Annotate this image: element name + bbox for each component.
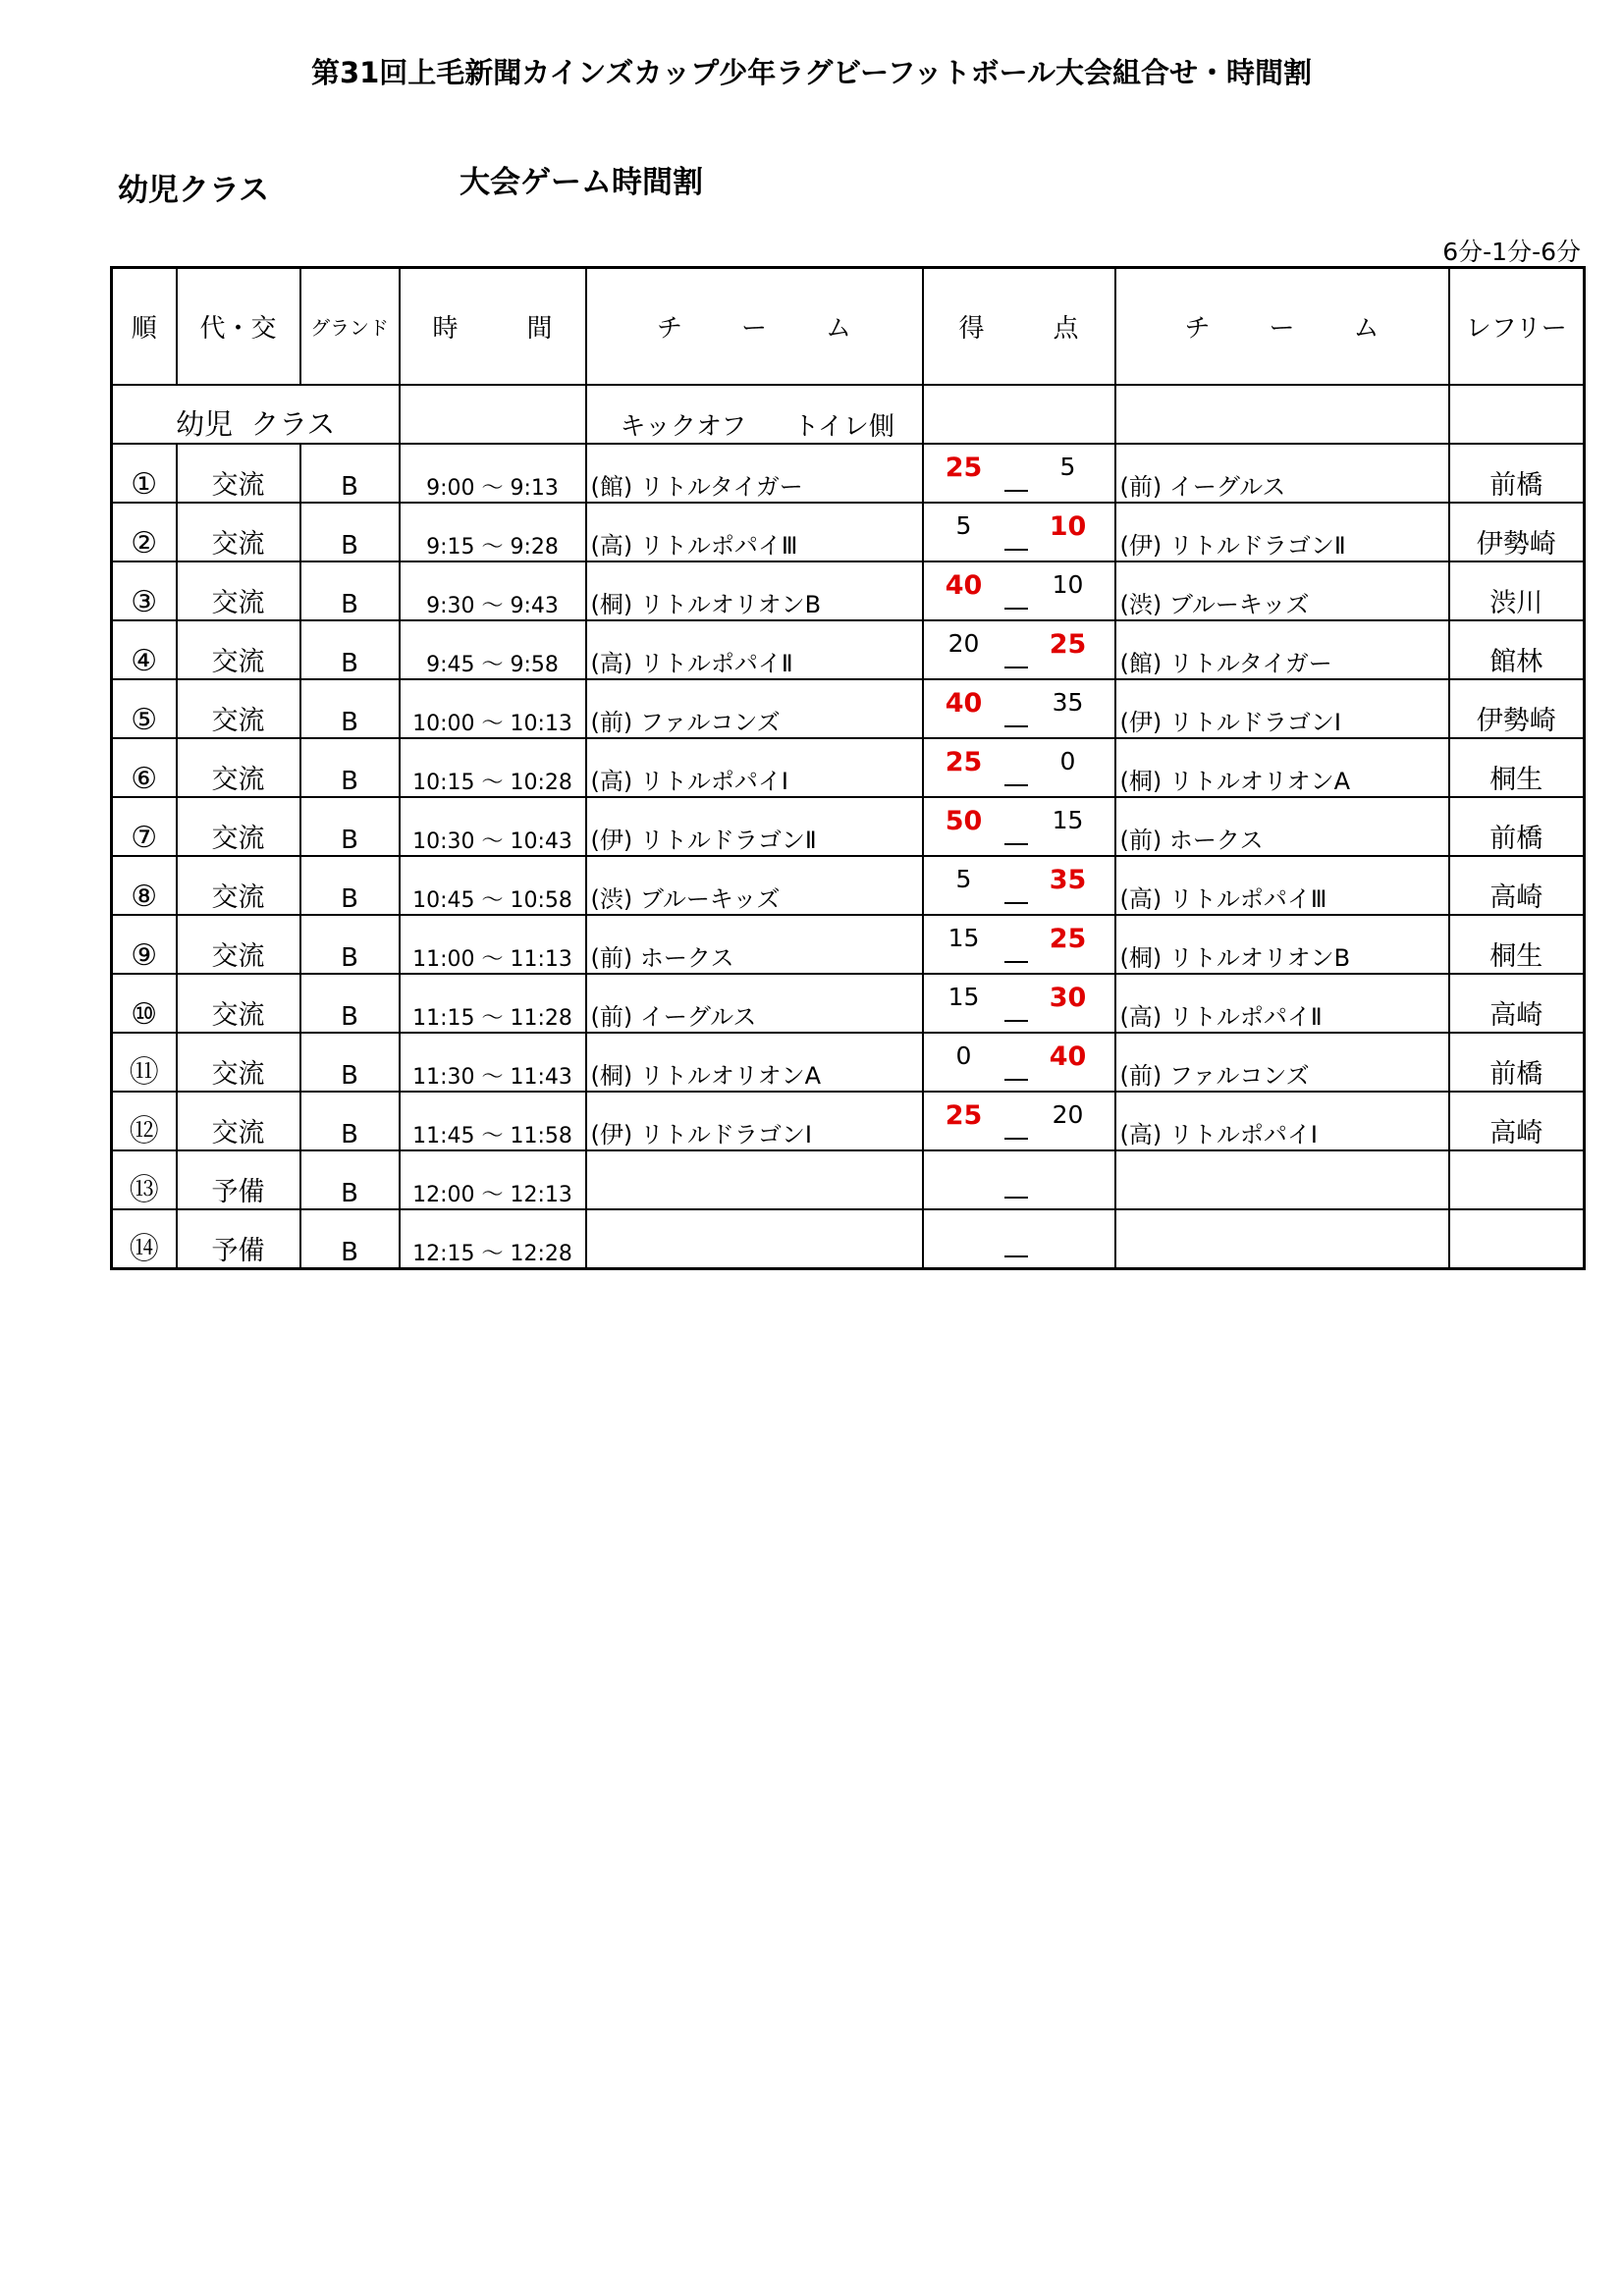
score-dash (1004, 608, 1028, 610)
game-kind: 交流 (177, 856, 300, 915)
team-away (1115, 1209, 1449, 1269)
score-away: 15 (1052, 806, 1084, 834)
score-away: 5 (1059, 453, 1076, 481)
team-away: (伊) リトルドラゴンⅠ (1115, 679, 1449, 738)
score-cell (923, 679, 1115, 738)
table-row (112, 856, 1585, 915)
game-number: ⑫ (112, 1092, 177, 1150)
team-away: (桐) リトルオリオンA (1115, 738, 1449, 797)
score-home: 50 (945, 806, 983, 836)
score-cell (923, 1033, 1115, 1092)
game-time: 9:15 ～ 9:28 (400, 503, 586, 561)
score-dash (1004, 961, 1028, 963)
team-away: (渋) ブルーキッズ (1115, 561, 1449, 620)
subheader-score-cell (923, 385, 1115, 444)
score-cell (923, 1092, 1115, 1150)
score-home: 25 (945, 1100, 983, 1131)
score-dash (1004, 667, 1028, 668)
game-kind: 交流 (177, 1092, 300, 1150)
subheader-class-a: 幼児 (176, 407, 234, 441)
header-team-a (586, 268, 923, 386)
game-kind: 交流 (177, 1033, 300, 1092)
team-home: (伊) リトルドラゴンⅡ (586, 797, 923, 856)
game-kind: 交流 (177, 915, 300, 974)
game-number: ④ (112, 620, 177, 679)
subheader-kickoff (586, 385, 923, 444)
game-number: ② (112, 503, 177, 561)
team-home: (高) リトルポパイⅡ (586, 620, 923, 679)
team-home: (前) イーグルス (586, 974, 923, 1033)
table-row (112, 915, 1585, 974)
game-ground: B (300, 444, 400, 503)
game-number: ③ (112, 561, 177, 620)
score-cell (923, 620, 1115, 679)
team-home: (桐) リトルオリオンB (586, 561, 923, 620)
game-time: 11:30 ～ 11:43 (400, 1033, 586, 1092)
subheader-time-cell (400, 385, 586, 444)
table-row (112, 444, 1585, 503)
score-dash (1004, 549, 1028, 551)
table-row (112, 738, 1585, 797)
team-away: (高) リトルポパイⅡ (1115, 974, 1449, 1033)
header-no: 順 (112, 268, 177, 386)
referee: 桐生 (1449, 738, 1585, 797)
table-row (112, 974, 1585, 1033)
page-title: 第31回上毛新聞カインズカップ少年ラグビーフットボール大会組合せ・時間割 (310, 56, 1313, 89)
game-number: ⑤ (112, 679, 177, 738)
game-kind: 予備 (177, 1150, 300, 1209)
score-dash (1004, 784, 1028, 786)
score-cell (923, 738, 1115, 797)
score-home: 5 (955, 865, 972, 893)
subheader-kickoff-a: キックオフ (620, 412, 747, 442)
subheader-class (112, 385, 400, 444)
score-dash (1004, 1197, 1028, 1199)
header-team-b-3: ム (1353, 314, 1380, 344)
game-ground: B (300, 1150, 400, 1209)
referee: 館林 (1449, 620, 1585, 679)
subheader-class-b: クラス (250, 407, 336, 441)
score-cell (923, 915, 1115, 974)
game-kind: 交流 (177, 620, 300, 679)
game-time: 9:45 ～ 9:58 (400, 620, 586, 679)
score-away: 25 (1049, 629, 1087, 660)
game-number: ⑪ (112, 1033, 177, 1092)
team-home: (桐) リトルオリオンA (586, 1033, 923, 1092)
team-away (1115, 1150, 1449, 1209)
subheader-team-cell (1115, 385, 1449, 444)
header-time-a: 時 (432, 314, 459, 344)
table-row (112, 1209, 1585, 1269)
score-away: 10 (1052, 570, 1084, 599)
table-row (112, 561, 1585, 620)
header-team-b-2: ー (1269, 314, 1295, 344)
team-home (586, 1209, 923, 1269)
table-row (112, 1150, 1585, 1209)
score-home: 25 (945, 453, 983, 483)
score-away: 10 (1049, 511, 1087, 542)
score-home: 0 (955, 1041, 972, 1070)
score-away: 20 (1052, 1100, 1084, 1129)
game-time: 11:15 ～ 11:28 (400, 974, 586, 1033)
score-dash (1004, 725, 1028, 727)
header-referee: レフリー (1449, 268, 1585, 386)
referee: 高崎 (1449, 1092, 1585, 1150)
team-away: (前) ファルコンズ (1115, 1033, 1449, 1092)
header-score-a: 得 (958, 314, 985, 344)
referee: 桐生 (1449, 915, 1585, 974)
game-ground: B (300, 679, 400, 738)
game-number: ⑨ (112, 915, 177, 974)
game-number: ⑭ (112, 1209, 177, 1269)
game-ground: B (300, 974, 400, 1033)
game-ground: B (300, 1033, 400, 1092)
score-cell (923, 856, 1115, 915)
score-home: 15 (947, 983, 980, 1011)
game-number: ⑩ (112, 974, 177, 1033)
score-dash (1004, 1138, 1028, 1140)
game-time: 12:15 ～ 12:28 (400, 1209, 586, 1269)
header-ground: グランド (300, 268, 400, 386)
table-row (112, 620, 1585, 679)
header-team-a-3: ム (826, 314, 852, 344)
header-time-b: 間 (526, 314, 553, 344)
header-team-a-1: チ (656, 314, 682, 344)
referee: 前橋 (1449, 797, 1585, 856)
score-home: 40 (945, 570, 983, 601)
game-time: 11:00 ～ 11:13 (400, 915, 586, 974)
game-number: ⑦ (112, 797, 177, 856)
game-number: ⑥ (112, 738, 177, 797)
game-kind: 交流 (177, 503, 300, 561)
header-score (923, 268, 1115, 386)
game-time: 10:45 ～ 10:58 (400, 856, 586, 915)
game-number: ⑬ (112, 1150, 177, 1209)
score-home: 25 (945, 747, 983, 777)
team-home (586, 1150, 923, 1209)
game-ground: B (300, 620, 400, 679)
referee: 前橋 (1449, 1033, 1585, 1092)
score-dash (1004, 902, 1028, 904)
referee: 前橋 (1449, 444, 1585, 503)
referee: 伊勢崎 (1449, 679, 1585, 738)
header-row (112, 268, 1585, 386)
schedule-table (110, 266, 1586, 1270)
referee: 伊勢崎 (1449, 503, 1585, 561)
team-home: (館) リトルタイガー (586, 444, 923, 503)
team-away: (館) リトルタイガー (1115, 620, 1449, 679)
game-ground: B (300, 915, 400, 974)
game-time: 10:30 ～ 10:43 (400, 797, 586, 856)
score-away: 25 (1049, 924, 1087, 954)
game-time: 10:15 ～ 10:28 (400, 738, 586, 797)
score-away: 35 (1052, 688, 1084, 717)
game-ground: B (300, 797, 400, 856)
team-away: (桐) リトルオリオンB (1115, 915, 1449, 974)
team-home: (前) ファルコンズ (586, 679, 923, 738)
referee (1449, 1209, 1585, 1269)
schedule-title: 大会ゲーム時間割 (460, 165, 703, 200)
game-number: ⑧ (112, 856, 177, 915)
subheader-ref-cell (1449, 385, 1585, 444)
score-home: 20 (947, 629, 980, 658)
game-ground: B (300, 503, 400, 561)
header-team-b (1115, 268, 1449, 386)
score-away: 35 (1049, 865, 1087, 895)
team-away: (前) ホークス (1115, 797, 1449, 856)
team-away: (伊) リトルドラゴンⅡ (1115, 503, 1449, 561)
game-ground: B (300, 561, 400, 620)
game-time: 9:00 ～ 9:13 (400, 444, 586, 503)
team-home: (高) リトルポパイⅢ (586, 503, 923, 561)
game-time: 9:30 ～ 9:43 (400, 561, 586, 620)
score-home: 15 (947, 924, 980, 952)
game-ground: B (300, 738, 400, 797)
team-away: (前) イーグルス (1115, 444, 1449, 503)
referee: 高崎 (1449, 974, 1585, 1033)
header-score-b: 点 (1053, 314, 1079, 344)
score-cell (923, 1209, 1115, 1269)
score-dash (1004, 1020, 1028, 1022)
score-cell (923, 444, 1115, 503)
header-kind: 代・交 (177, 268, 300, 386)
score-cell (923, 503, 1115, 561)
score-home: 5 (955, 511, 972, 540)
score-away: 0 (1059, 747, 1076, 775)
score-away: 30 (1049, 983, 1087, 1013)
table-row (112, 1033, 1585, 1092)
score-dash (1004, 843, 1028, 845)
score-cell (923, 1150, 1115, 1209)
table-row (112, 797, 1585, 856)
referee: 渋川 (1449, 561, 1585, 620)
table-row (112, 1092, 1585, 1150)
game-number: ① (112, 444, 177, 503)
game-kind: 交流 (177, 797, 300, 856)
game-kind: 予備 (177, 1209, 300, 1269)
game-kind: 交流 (177, 738, 300, 797)
team-home: (高) リトルポパイⅠ (586, 738, 923, 797)
class-title: 幼児クラス (118, 173, 270, 208)
referee: 高崎 (1449, 856, 1585, 915)
header-team-b-1: チ (1184, 314, 1211, 344)
subheader-kickoff-b: トイレ側 (793, 412, 894, 442)
score-away: 40 (1049, 1041, 1087, 1072)
game-kind: 交流 (177, 561, 300, 620)
team-home: (前) ホークス (586, 915, 923, 974)
game-ground: B (300, 1209, 400, 1269)
score-cell (923, 974, 1115, 1033)
game-kind: 交流 (177, 679, 300, 738)
subheader-row (112, 385, 1585, 444)
score-dash (1004, 490, 1028, 492)
game-kind: 交流 (177, 974, 300, 1033)
game-ground: B (300, 1092, 400, 1150)
team-away: (高) リトルポパイⅢ (1115, 856, 1449, 915)
team-home: (伊) リトルドラゴンⅠ (586, 1092, 923, 1150)
game-time: 10:00 ～ 10:13 (400, 679, 586, 738)
team-home: (渋) ブルーキッズ (586, 856, 923, 915)
score-cell (923, 561, 1115, 620)
score-cell (923, 797, 1115, 856)
team-away: (高) リトルポパイⅠ (1115, 1092, 1449, 1150)
table-row (112, 679, 1585, 738)
game-kind: 交流 (177, 444, 300, 503)
score-dash (1004, 1079, 1028, 1081)
table-row (112, 503, 1585, 561)
game-time: 11:45 ～ 11:58 (400, 1092, 586, 1150)
timing-note: 6分-1分-6分 (1442, 238, 1581, 266)
game-ground: B (300, 856, 400, 915)
score-dash (1004, 1255, 1028, 1257)
header-time (400, 268, 586, 386)
game-time: 12:00 ～ 12:13 (400, 1150, 586, 1209)
score-home: 40 (945, 688, 983, 719)
header-team-a-2: ー (740, 314, 767, 344)
referee (1449, 1150, 1585, 1209)
